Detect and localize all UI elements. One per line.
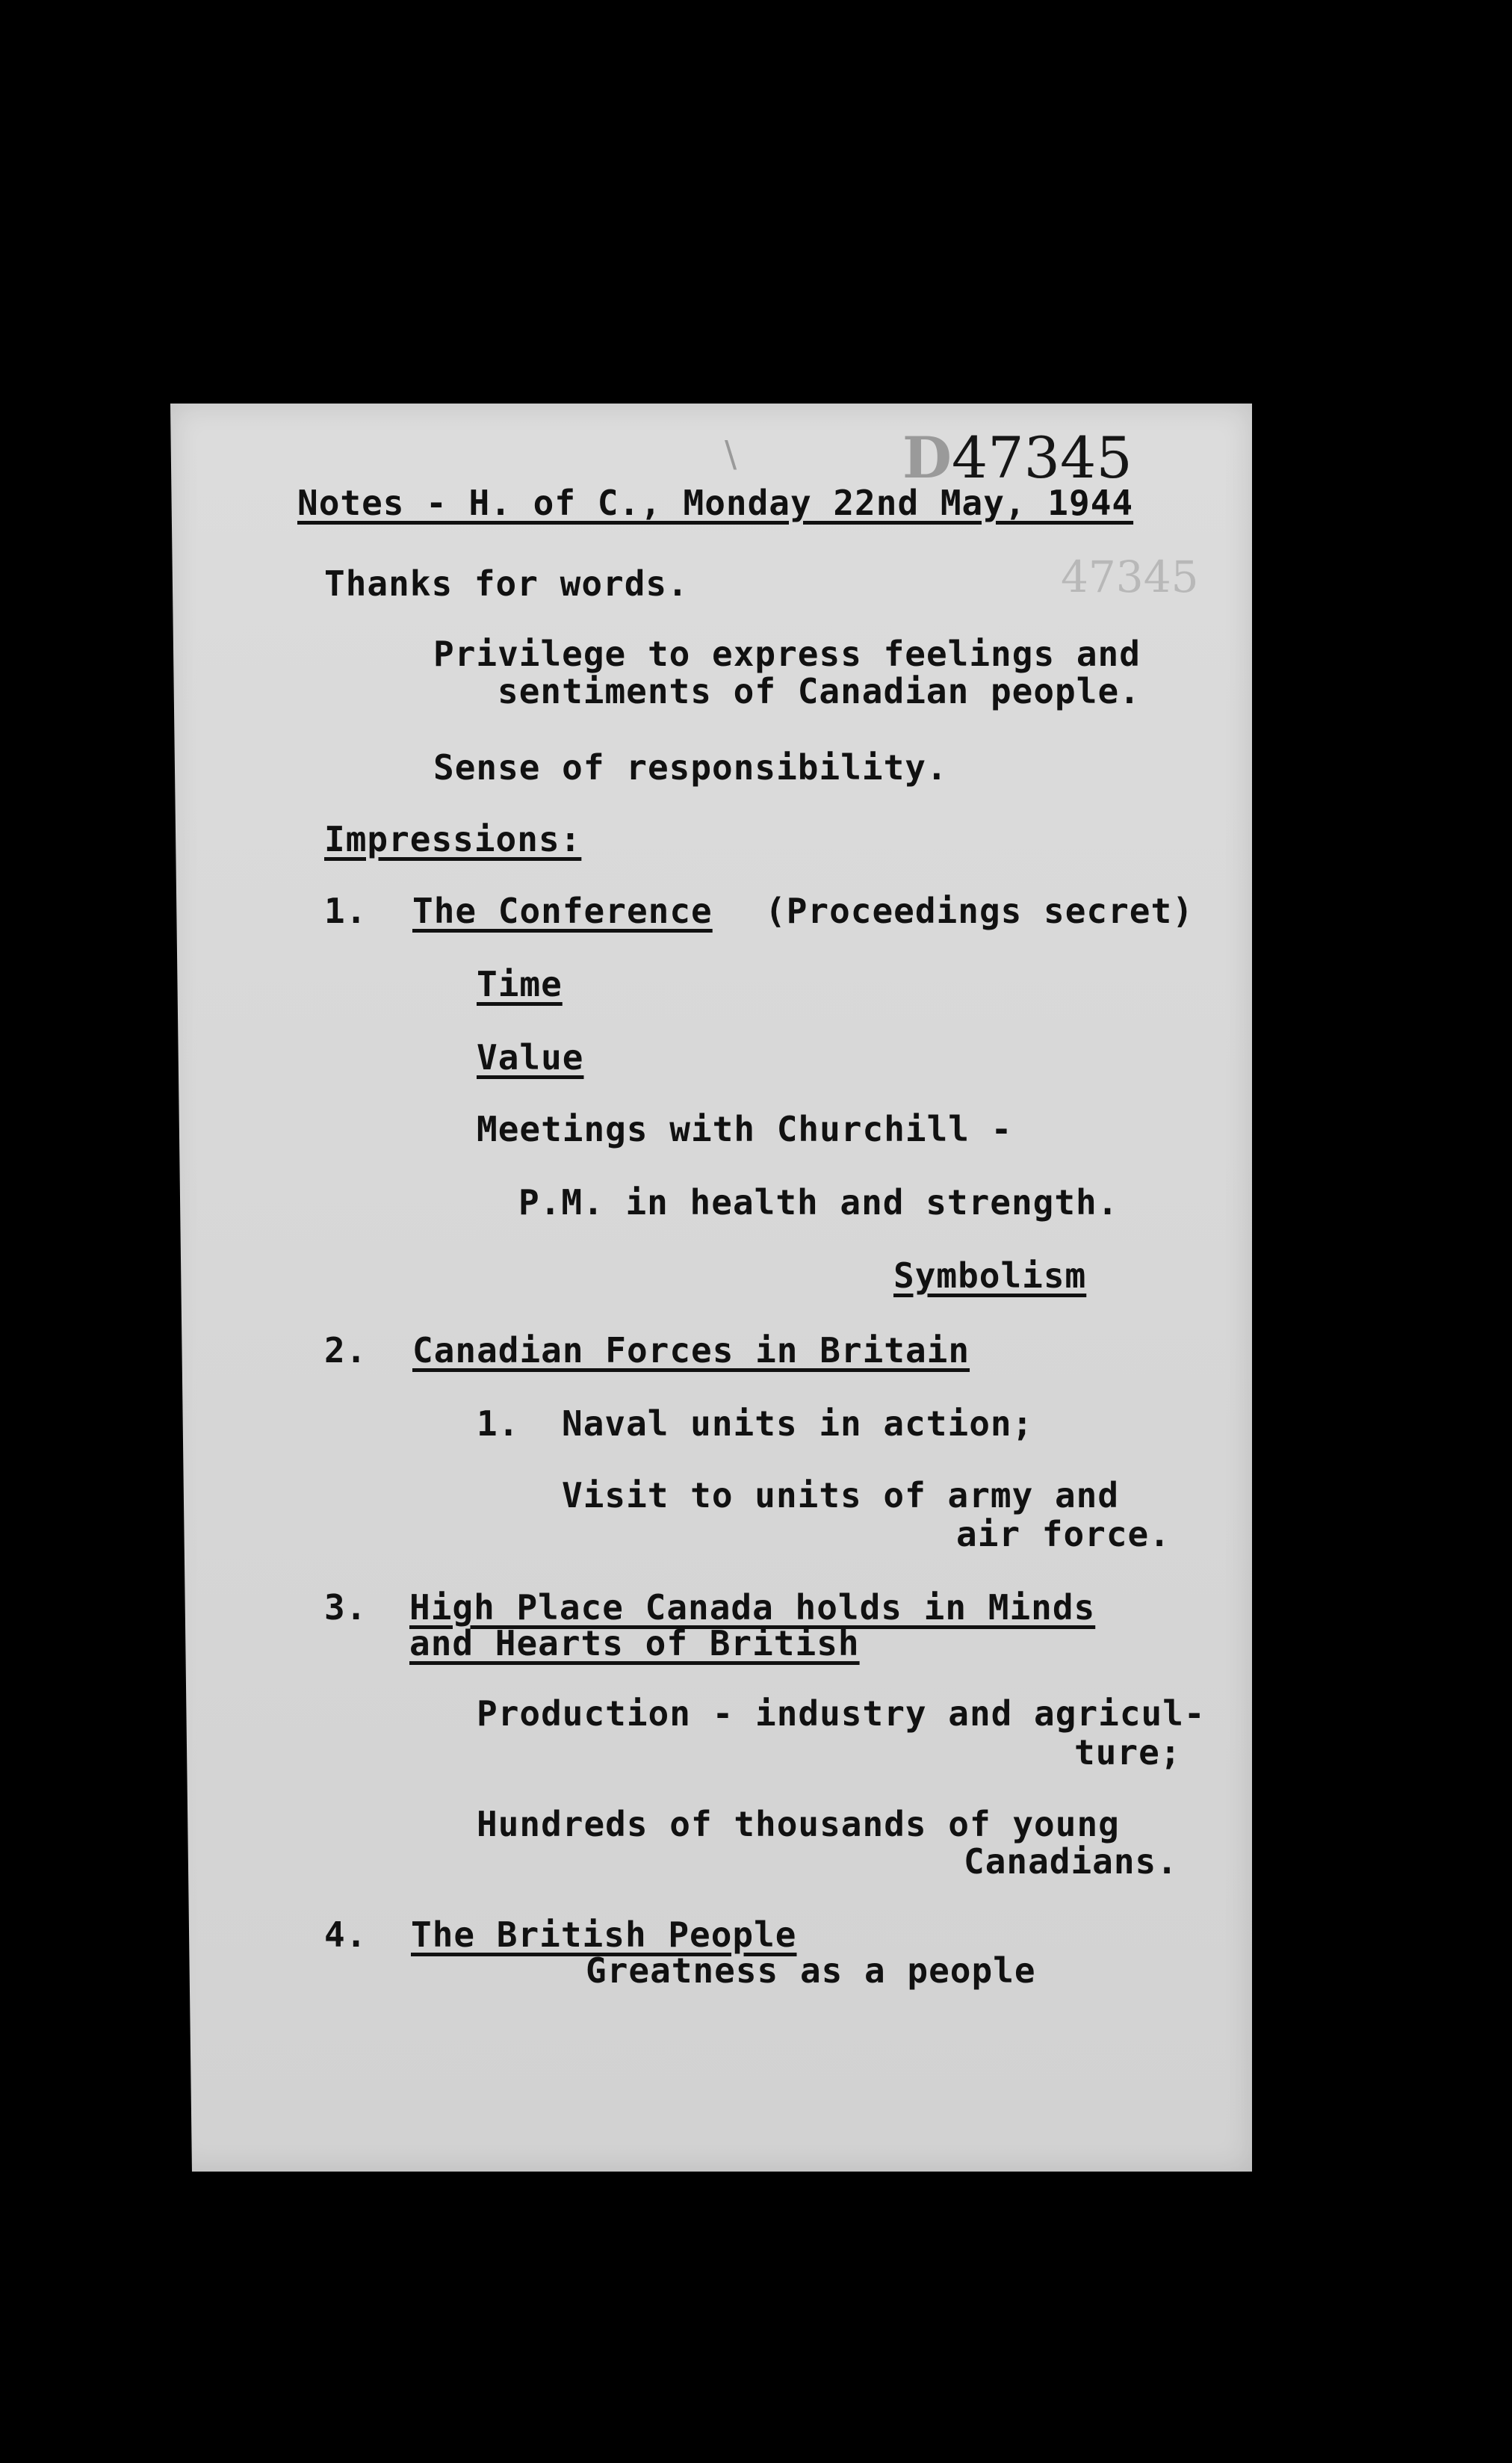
faint-stamp-number: 47345	[1061, 551, 1199, 602]
line-privilege-2: sentiments of Canadian people.	[498, 671, 1141, 711]
document-number-value: 47345	[951, 424, 1133, 491]
document-number-prefix: D	[902, 424, 952, 491]
line-hundreds-2: Canadians.	[964, 1841, 1178, 1882]
line-naval-units: Naval units in action;	[562, 1403, 1034, 1444]
line-production-1: Production - industry and agricul-	[477, 1693, 1206, 1734]
line-thanks: Thanks for words.	[324, 563, 689, 604]
corner-mark: \	[725, 433, 737, 475]
item-4-heading: The British People	[411, 1915, 797, 1955]
heading-impressions: Impressions:	[324, 819, 582, 859]
line-visit-units-1: Visit to units of army and	[562, 1475, 1120, 1515]
line-greatness: Greatness as a people	[586, 1950, 1036, 1991]
subheading-value: Value	[477, 1037, 584, 1078]
item-3-number: 3.	[324, 1587, 368, 1628]
subheading-time: Time	[477, 964, 563, 1004]
line-hundreds-1: Hundreds of thousands of young	[477, 1804, 1120, 1844]
item-4-number: 4.	[324, 1915, 368, 1955]
item-1-number: 1.	[324, 891, 368, 931]
document-title: Notes - H. of C., Monday 22nd May, 1944	[297, 483, 1134, 523]
line-responsibility: Sense of responsibility.	[433, 747, 948, 788]
document-number	[902, 424, 1133, 491]
item-2-heading: Canadian Forces in Britain	[412, 1330, 970, 1370]
item-2-sub-number: 1.	[477, 1403, 520, 1444]
item-1-heading: The Conference	[412, 891, 713, 931]
item-3-heading-2: and Hearts of British	[409, 1623, 860, 1663]
subheading-symbolism: Symbolism	[893, 1255, 1087, 1296]
line-privilege-1: Privilege to express feelings and	[433, 634, 1141, 674]
line-meetings: Meetings with Churchill -	[477, 1109, 1013, 1149]
line-production-2: ture;	[1074, 1732, 1182, 1773]
item-1-note: (Proceedings secret)	[765, 891, 1194, 931]
item-3-heading-1: High Place Canada holds in Minds	[409, 1587, 1096, 1628]
line-pm-health: P.M. in health and strength.	[518, 1182, 1119, 1223]
item-2-number: 2.	[324, 1330, 368, 1370]
line-visit-units-2: air force.	[956, 1514, 1171, 1554]
